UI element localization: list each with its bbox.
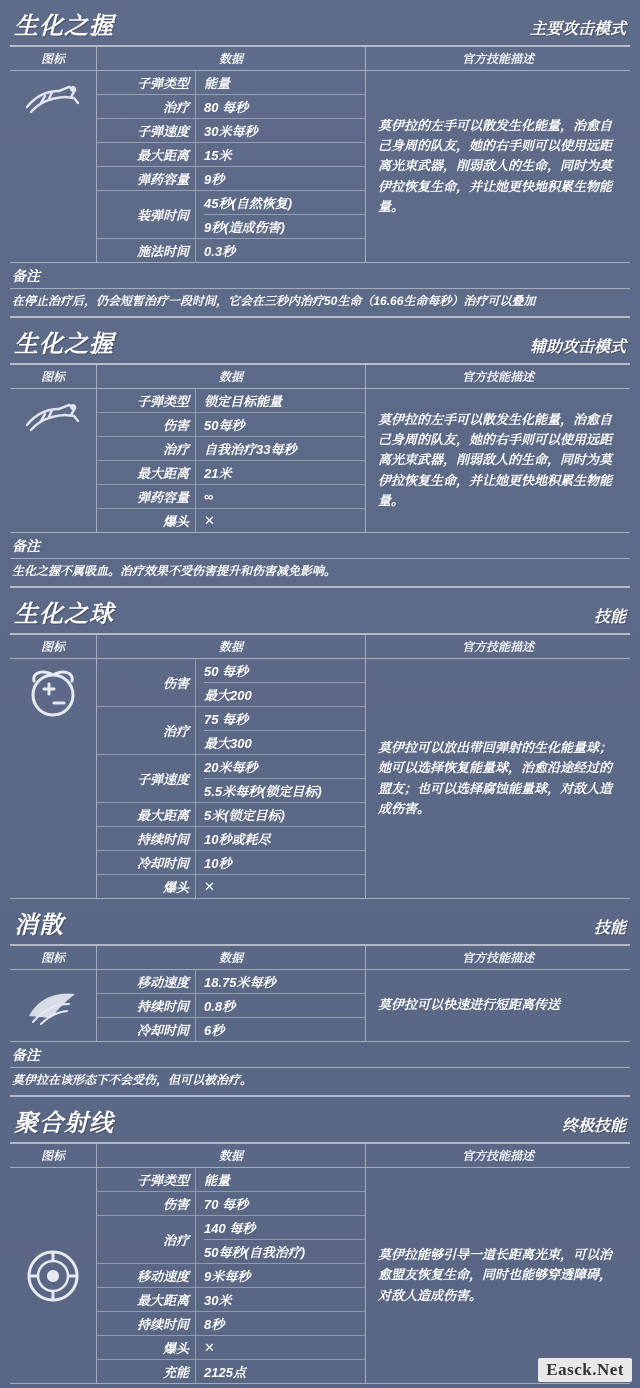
stat-row [97,143,365,167]
stat-value: 能量 [195,1168,365,1191]
stat-label: 持续时间 [136,999,189,1014]
stat-label: 冷却时间 [136,1023,189,1038]
stat-label: 持续时间 [136,1317,189,1332]
stat-value-line: 最大200 [204,682,365,706]
stat-value: 0.8秒 [195,994,365,1017]
section-header [0,318,640,361]
stat-label: 移动速度 [136,975,189,990]
data-column [97,635,366,898]
stat-label: 治疗 [162,100,189,115]
stat-label: 持续时间 [136,832,189,847]
stat-row [97,461,365,485]
column-header-desc: 官方技能描述 [366,365,630,389]
description-column [366,365,630,532]
stat-row [97,191,365,239]
stat-label: 最大距离 [136,808,189,823]
column-header-icon: 图标 [10,365,96,389]
watermark: Easck.Net [538,1358,632,1382]
stat-label: 装弹时间 [136,208,189,223]
stat-value: 30米每秒 [195,119,365,142]
stat-label: 治疗 [162,724,189,739]
remark-block [10,533,630,588]
stat-row [97,875,365,898]
stat-row [97,970,365,994]
icon-column [10,1144,97,1383]
coalescence-icon [10,1168,96,1383]
stat-value: 50每秒 [195,413,365,436]
stat-row [97,803,365,827]
stat-label: 伤害 [162,418,189,433]
stat-value: 10秒或耗尽 [195,827,365,850]
stat-label: 伤害 [162,676,189,691]
stat-label: 移动速度 [136,1269,189,1284]
stat-row [97,239,365,262]
stat-value-line: 50 每秒 [204,664,249,679]
stat-value: 80 每秒 [195,95,365,118]
stat-label: 子弹速度 [136,772,189,787]
section-kind: 技能 [593,609,626,626]
icon-column [10,946,97,1041]
stat-value-line: 50每秒(自我治疗) [204,1239,365,1263]
stat-label: 弹药容量 [136,490,189,505]
stat-value: ∞ [195,485,365,508]
stat-label: 伤害 [162,1197,189,1212]
section-kind: 辅助攻击模式 [529,339,626,356]
section-title: 生化之球 [14,601,114,628]
icon-column [10,47,97,262]
section-header [0,899,640,942]
stat-row [97,707,365,755]
stat-value: 18.75米每秒 [195,970,365,993]
stat-row [97,827,365,851]
stat-label: 弹药容量 [136,172,189,187]
stat-row [97,1192,365,1216]
stat-value: 自我治疗33每秒 [195,437,365,460]
remark-label: 备注 [12,268,40,284]
section-coalescence [0,1097,640,1384]
stat-row [97,851,365,875]
stat-row [97,1312,365,1336]
description-column [366,1144,630,1383]
stat-row [97,1288,365,1312]
stat-row [97,95,365,119]
stat-value-line: 5.5米每秒(锁定目标) [204,778,365,802]
stat-label: 充能 [162,1365,189,1380]
stat-label: 爆头 [162,880,189,895]
stat-label: 子弹类型 [136,76,189,91]
stat-row [97,1168,365,1192]
data-column [97,365,366,532]
section-title: 生化之握 [14,13,114,40]
stat-value-line: 9秒(造成伤害) [204,214,365,238]
stat-row [97,71,365,95]
column-header-icon: 图标 [10,946,96,970]
stat-value-line: 75 每秒 [204,712,249,727]
stat-value: 21米 [195,461,365,484]
remark-label: 备注 [12,1047,40,1063]
stat-block [10,635,630,899]
stat-row [97,1336,365,1360]
stat-label: 最大距离 [136,1293,189,1308]
section-kind: 主要攻击模式 [529,21,626,38]
stat-row [97,167,365,191]
stat-row [97,389,365,413]
icon-column [10,365,97,532]
stat-row [97,1216,365,1264]
stat-label: 治疗 [162,442,189,457]
section-biotic-grasp-secondary [0,318,640,588]
description-text: 莫伊拉可以放出带回弹射的生化能量球；她可以选择恢复能量球，治愈沿途经过的盟友；也可以选择腐蚀能量球，对敌人造成伤害。 [378,740,613,816]
stat-value: 10秒 [195,851,365,874]
stat-row [97,485,365,509]
description-column [366,635,630,898]
column-header-data: 数据 [97,946,365,970]
column-header-desc: 官方技能描述 [366,946,630,970]
column-header-desc: 官方技能描述 [366,47,630,71]
stat-value [195,659,365,706]
section-kind: 终极技能 [561,1118,626,1135]
stat-label: 子弹类型 [136,394,189,409]
stat-label: 施法时间 [136,244,189,259]
section-title: 消散 [14,912,64,939]
stat-label: 治疗 [162,1233,189,1248]
biotic-orb-icon [10,659,96,898]
stat-row [97,437,365,461]
section-header [0,1097,640,1140]
remark-block [10,263,630,318]
column-header-desc: 官方技能描述 [366,1144,630,1168]
stat-value: ✕ [195,509,365,532]
stat-label: 爆头 [162,514,189,529]
description-text: 莫伊拉能够引导一道长距离光束，可以治愈盟友恢复生命，同时也能够穿透障碍，对敌人造成伤害。 [378,1247,613,1303]
stat-block [10,946,630,1042]
remark-text: 在停止治疗后，仍会短暂治疗一段时间，它会在三秒内治疗50生命（16.66生命每秒）治疗可以叠加 [12,294,536,308]
section-header [0,0,640,43]
stat-value-line: 最大300 [204,730,365,754]
biotic-grasp-icon [10,389,96,532]
stat-value: 能量 [195,71,365,94]
stat-value [195,755,365,802]
column-header-data: 数据 [97,47,365,71]
stat-row [97,994,365,1018]
column-header-icon: 图标 [10,47,96,71]
stat-value-line: 140 每秒 [204,1221,256,1236]
column-header-icon: 图标 [10,1144,96,1168]
remark-label: 备注 [12,538,40,554]
stat-value [195,707,365,754]
stat-row [97,1018,365,1041]
stat-value [195,191,365,238]
stat-value: 5米(锁定目标) [195,803,365,826]
data-column [97,47,366,262]
stat-value-line: 45秒(自然恢复) [204,196,293,211]
stat-value [195,1216,365,1263]
stat-value: 2125点 [195,1360,365,1383]
remark-block [10,1042,630,1097]
section-header [0,588,640,631]
stat-value: 9米每秒 [195,1264,365,1287]
biotic-grasp-icon [10,71,96,262]
stat-value: ✕ [195,875,365,898]
stat-value: 锁定目标能量 [195,389,365,412]
stat-row [97,1264,365,1288]
section-kind: 技能 [593,920,626,937]
stat-label: 爆头 [162,1341,189,1356]
stat-label: 冷却时间 [136,856,189,871]
data-column [97,1144,366,1383]
column-header-icon: 图标 [10,635,96,659]
description-column [366,946,630,1041]
stat-value: ✕ [195,1336,365,1359]
stat-value: 30米 [195,1288,365,1311]
section-title: 生化之握 [14,331,114,358]
stat-row [97,1360,365,1383]
section-fade [0,899,640,1097]
column-header-data: 数据 [97,635,365,659]
stat-label: 子弹速度 [136,124,189,139]
section-biotic-orb [0,588,640,899]
stat-value: 15米 [195,143,365,166]
stat-label: 子弹类型 [136,1173,189,1188]
section-biotic-grasp-primary [0,0,640,318]
stat-label: 最大距离 [136,148,189,163]
stat-block [10,1144,630,1384]
description-text: 莫伊拉的左手可以散发生化能量，治愈自己身周的队友，她的右手则可以使用远距离光束武器，削弱敌人的生命，同时为莫伊拉恢复生命，并让她更快地积累生物能量。 [378,118,613,214]
stat-row [97,119,365,143]
data-column [97,946,366,1041]
fade-icon [10,970,96,1041]
section-title: 聚合射线 [14,1110,114,1137]
stat-row [97,755,365,803]
stat-value: 8秒 [195,1312,365,1335]
stat-row [97,413,365,437]
description-text: 莫伊拉可以快速进行短距离传送 [378,997,561,1013]
remark-text: 莫伊拉在该形态下不会受伤，但可以被治疗。 [12,1073,253,1087]
stat-value-line: 20米每秒 [204,760,258,775]
icon-column [10,635,97,898]
stat-block [10,365,630,533]
column-header-data: 数据 [97,365,365,389]
description-column [366,47,630,262]
stat-value: 70 每秒 [195,1192,365,1215]
stat-value: 0.3秒 [195,239,365,262]
stat-value: 6秒 [195,1018,365,1041]
remark-text: 生化之握不属吸血。治疗效果不受伤害提升和伤害减免影响。 [12,564,337,578]
stat-row [97,659,365,707]
stat-block [10,47,630,263]
column-header-data: 数据 [97,1144,365,1168]
stat-label: 最大距离 [136,466,189,481]
description-text: 莫伊拉的左手可以散发生化能量，治愈自己身周的队友，她的右手则可以使用远距离光束武器，削弱敌人的生命，同时为莫伊拉恢复生命，并让她更快地积累生物能量。 [378,412,613,508]
column-header-desc: 官方技能描述 [366,635,630,659]
stat-row [97,509,365,532]
stat-value: 9秒 [195,167,365,190]
